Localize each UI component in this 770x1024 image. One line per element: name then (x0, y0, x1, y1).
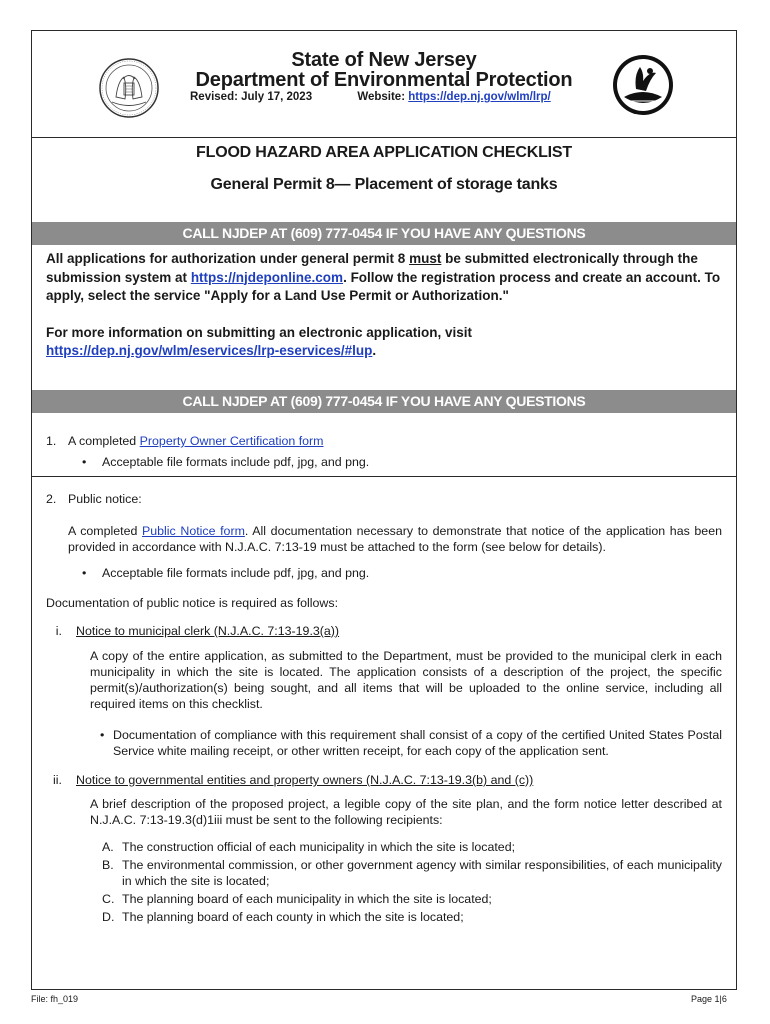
recipient-item: C. The planning board of each municipality in which the site is located; (102, 892, 492, 906)
public-notice-form-link[interactable]: Public Notice form (142, 524, 245, 538)
roman-title: Notice to governmental entities and property owners (N.J.A.C. 7:13-19.3(b) and (c)) (76, 773, 534, 787)
intro-section (32, 245, 736, 390)
letterhead (32, 31, 736, 137)
item-number: 2. (46, 492, 57, 506)
page-number: Page 1|6 (691, 994, 727, 1004)
njdep-logo-icon (610, 51, 676, 121)
bullet-icon: • (82, 566, 87, 580)
department-name: Department of Environmental Protection (195, 69, 573, 91)
municipal-clerk-paragraph: A copy of the entire application, as submitted to the Department, must be provided to the municipal clerk in each municipality in which the site is located. The application consists of a description of the project, the specific permit(s)/authorization(s) being sought, and all items that will be uploaded to the online service, including all required items on this checklist. (90, 649, 722, 711)
recipient-item: D. The planning board of each county in which the site is located; (102, 910, 464, 924)
item-text: A completed Property Owner Certification form (68, 434, 324, 448)
item-number: 1. (46, 434, 57, 448)
title-block (32, 138, 736, 222)
questions-banner-top: CALL NJDEP AT (609) 777-0454 IF YOU HAVE ANY QUESTIONS (32, 222, 736, 245)
file-id: File: fh_019 (31, 994, 79, 1004)
governmental-entities-paragraph: A brief description of the proposed project, a legible copy of the site plan, and the form notice letter described at N.J.A.C. 7:13-19.3(d)1iii must be sent to the following recipients: (90, 797, 722, 827)
checklist-item-2 (32, 477, 736, 925)
roman-number: i. (55, 624, 62, 638)
bullet-icon: • (100, 728, 105, 742)
document-page (31, 30, 737, 990)
roman-number: ii. (53, 773, 62, 787)
intro-more-info: For more information on submitting an electronic application, visit https://dep.nj.gov/wlm/eservices/lrp-eservices/#lup. (46, 324, 473, 358)
property-owner-certification-link[interactable]: Property Owner Certification form (139, 434, 324, 448)
recipient-item: B. The environmental commission, or other government agency with similar responsibilities, of each municipality in which the site is located; (102, 858, 722, 888)
permit-title: General Permit 8— Placement of storage tanks (210, 176, 558, 193)
revised-date: Revised: July 17, 2023 (190, 91, 313, 103)
recipients-list (46, 839, 722, 925)
state-name: State of New Jersey (291, 49, 477, 71)
njdeponline-link[interactable]: https://njdeponline.com (190, 269, 344, 285)
website-label: Website: (357, 91, 406, 103)
questions-banner-bottom: CALL NJDEP AT (609) 777-0454 IF YOU HAVE ANY QUESTIONS (32, 390, 736, 413)
eservices-link[interactable]: https://dep.nj.gov/wlm/eservices/lrp-eservices/#lup (46, 343, 373, 358)
bullet-text: Documentation of compliance with this requirement shall consist of a copy of the certified United States Postal Service white mailing receipt, or other written receipt, for each copy of the application sent. (113, 728, 722, 758)
checklist-item-1 (32, 413, 736, 476)
item-title: Public notice: (68, 492, 142, 506)
bullet-text: Acceptable file formats include pdf, jpg, and png. (102, 455, 370, 469)
website-link[interactable]: https://dep.nj.gov/wlm/lrp/ (408, 91, 551, 103)
roman-title: Notice to municipal clerk (N.J.A.C. 7:13-19.3(a)) (76, 624, 340, 638)
recipient-item: A. The construction official of each municipality in which the site is located; (102, 840, 516, 854)
intro-paragraph: All applications for authorization under general permit 8 must be submitted electronically through the submission system at https://njdeponline.com. Follow the registration process and create an account. To apply, select the service "Apply for a Land Use Permit or Authorization." (46, 251, 721, 303)
header-meta (190, 91, 551, 103)
documentation-intro: Documentation of public notice is required as follows: (46, 596, 339, 610)
checklist-title: FLOOD HAZARD AREA APPLICATION CHECKLIST (196, 144, 572, 161)
bullet-text: Acceptable file formats include pdf, jpg, and png. (102, 566, 370, 580)
bullet-icon: • (82, 455, 87, 469)
public-notice-paragraph: A completed Public Notice form. All documentation necessary to demonstrate that notice of the application has been provided in accordance with N.J.A.C. 7:13-19 must be attached to the form (see below for details). (68, 524, 722, 554)
